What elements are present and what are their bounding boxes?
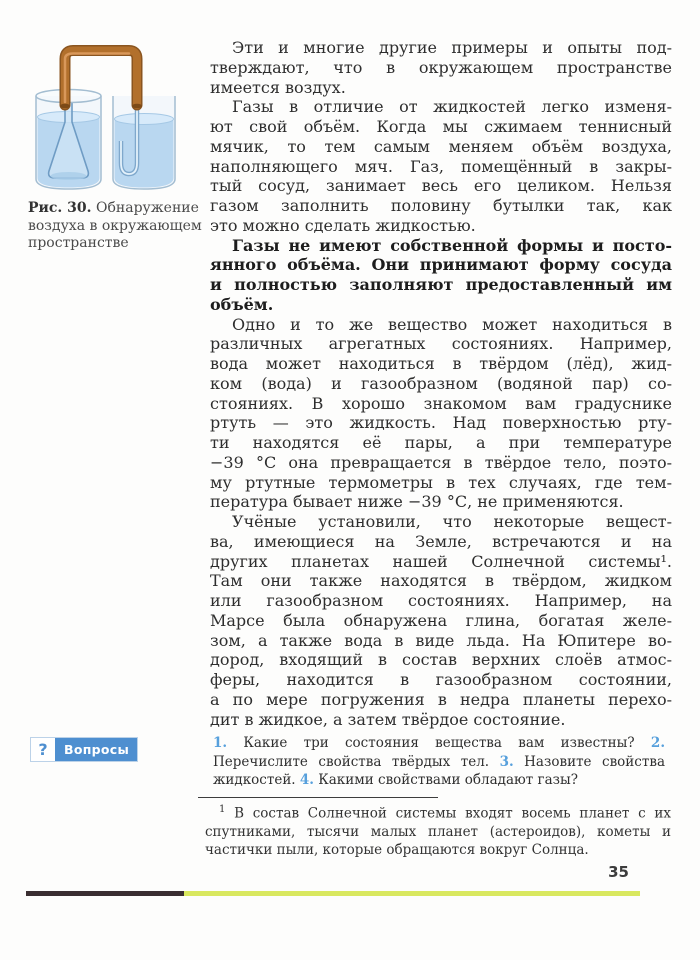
question-text: Перечислите свойства твёрдых тел. (213, 753, 490, 770)
figure-caption-label: Рис. 30. (28, 200, 92, 216)
paragraph-4: Одно и то же вещество может находиться в различных агрегатных состояниях. Например, вода может находиться в твёрдом (лёд), жид- ком (вода) и газообразном (водяной пар) со- стояниях. В хорошо знакомом вам градуснике ртуть — это жидкость. Над поверхностью рту- ти находятся её пары, а при температуре −39 °С она превращается в твёрдое тело, поэто- му ртутные термометры в тех случаях, где тем- пература бывает ниже −39 °С, не применяются. (210, 314, 672, 512)
figure-caption-text: Обнаружение воздуха в окружающем пространстве (28, 200, 202, 251)
footnote-text: В состав Солнечной системы входят восемь планет с их спутниками, тысячи малых планет (астероидов), кометы и частички пыли, которые обращаются вокруг Солнца. (205, 805, 671, 859)
footnote-divider (198, 797, 438, 798)
question-number: 1. (213, 735, 228, 751)
question-number: 4. (299, 772, 314, 788)
paragraph-1: Эти и многие другие примеры и опыты под- тверждают, что в окружающем пространстве имеется воздух. (210, 38, 672, 97)
question-number: 3. (499, 753, 514, 770)
footer-bar-dark-segment (26, 891, 184, 896)
figure-caption (28, 200, 210, 253)
footnote (205, 801, 671, 859)
article-text-column (210, 38, 672, 729)
paragraph-3-key-statement: Газы не имеют собственной формы и посто- янного объёма. Они принимают форму сосуда и полностью заполняют предоставленный им объём. (210, 235, 672, 314)
question-mark-icon: ? (31, 738, 56, 761)
question-item (300, 772, 578, 788)
paragraph-2: Газы в отличие от жидкостей легко изменя- ют свой объём. Когда мы сжимаем теннисный мячик, то тем самым меняем объём воздуха, наполняющего мяч. Газ, помещённый в закры- тый сосуд, занимает весь его целиком. Нельзя газом заполнить половину бутылки так, как это можно сделать жидкостью. (210, 97, 672, 235)
question-number: 2. (650, 735, 666, 751)
footer-decorative-bar (26, 891, 640, 896)
question-text: Какими свойствами обладают газы? (318, 772, 578, 788)
question-item (213, 735, 635, 751)
question-text: Какие три состояния вещества вам известны? (243, 735, 635, 751)
page-number: 35 (608, 863, 629, 881)
figure-30 (28, 42, 202, 251)
beakers-experiment-illustration (33, 42, 191, 194)
footnote-marker: 1 (219, 804, 226, 815)
questions-badge (30, 737, 138, 762)
question-text: Назовите свойства жидкостей. (213, 753, 665, 788)
questions-badge-label: Вопросы (56, 738, 137, 761)
paragraph-5: Учёные установили, что некоторые вещест- ва, имеющиеся на Земле, встречаются и на других планетах нашей Солнечной системы¹. Там они также находятся в твёрдом, жидком или газообразном состояниях. Например, на Марсе была обнаружена глина, богатая желе- зом, а также вода в виде льда. На Юпитере во- дород, входящий в состав верхних слоёв атмос- феры, находится в газообразном состоянии, а по мере погружения в недра планеты перехо- дит в жидкое, а затем твёрдое состояние. (210, 512, 672, 729)
questions-list (213, 734, 665, 790)
footer-bar-green-segment (184, 891, 640, 896)
